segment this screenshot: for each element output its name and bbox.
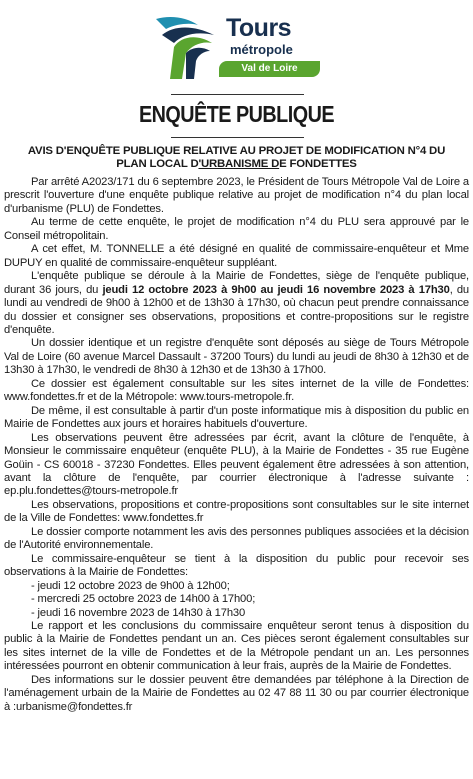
- permanence-item: - jeudi 12 octobre 2023 de 9h00 à 12h00;: [31, 579, 230, 592]
- paragraph-commissioner: A cet effet, M. TONNELLE a été désigné en qualité de commissaire-enquêteur et Mme DUPUY en qualité de commissaire-enquêteur suppléant.: [4, 243, 469, 269]
- notice-subtitle: [4, 145, 469, 171]
- subtitle-line-1: AVIS D'ENQUÊTE PUBLIQUE RELATIVE AU PROJET DE MODIFICATION N°4 DU: [27, 145, 446, 157]
- title-top-rule: [171, 94, 304, 95]
- duration-dates: jeudi 12 octobre 2023 à 9h00 au jeudi 16 novembre 2023 à 17h30: [102, 283, 450, 296]
- notice-body: [4, 176, 469, 714]
- paragraph-report: Le rapport et les conclusions du commissaire enquêteur seront tenus à disposition du public à la Mairie de Fondettes pendant un an. Ces pièces seront également consultables sur les sites internet de la ville de Fondettes et de la Métropole pendant un an. Les personnes intéressées pourront en obtenir communication à leur frais, auprès de la Mairie de Fondettes.: [4, 619, 469, 673]
- subtitle-line-2: [4, 158, 469, 171]
- duration-text-end: , du lundi au vendredi de 9h00 à 12h00 et de 13h30 à 17h30, où chacun peut prendre connaissance du dossier et consigner ses observations, propositions et contre-propositions sur le registre d'enquête.: [4, 283, 470, 336]
- paragraph-permanences: Le commissaire-enquêteur se tient à la disposition du public pour recevoir ses observations à la Mairie de Fondettes:: [4, 552, 469, 579]
- title-bottom-rule: [171, 137, 304, 138]
- paragraph-duration: [4, 270, 469, 337]
- logo-tours-text: Tours: [226, 14, 292, 42]
- paragraph-metropole-dossier: Un dossier identique et un registre d'enquête sont déposés au siège de Tours Métropole Val de Loire (60 avenue Marcel Dassault - 37200 Tours) du lundi au jeudi de 8h30 à 12h30 et de 13h30 à 17h30, le vendredi de 8h30 à 12h30 et de 13h30 à 17h00.: [4, 337, 469, 377]
- paragraph-written-observations: Les observations peuvent être adressées par écrit, avant la clôture de l'enquête, à Monsieur le commissaire enquêteur (enquête PLU), à la Mairie de Fondettes - 35 rue Eugène Goüin - CS 60018 - 37230 Fondettes. Elles peuvent également être adressées à son attention, avant la clôture de l'enquête, par courrier électronique à l'adresse suivante : ep.plu.fondettes@tours-metropole.fr: [4, 431, 469, 498]
- paragraph-prescription: Par arrêté A2023/171 du 6 septembre 2023, le Président de Tours Métropole Val de Loire a prescrit l'ouverture d'une enquête publique relative au projet de modification n°4 du plan local d'urbanisme (PLU) de Fondettes.: [4, 176, 469, 215]
- paragraph-dossier-contents: Le dossier comporte notamment les avis des personnes publiques associées et la décision de l'Autorité environnementale.: [4, 525, 469, 552]
- paragraph-observations-online: Les observations, propositions et contre-propositions sont consultables sur le site internet de la Ville de Fondettes: www.fondettes.fr: [4, 498, 469, 525]
- paragraph-computer-access: De même, il est consultable à partir d'un poste informatique mis à disposition du public en Mairie de Fondettes aux jours et horaires habituels d'ouverture.: [4, 404, 469, 431]
- tours-metropole-logo: [152, 13, 327, 80]
- paragraph-contact: Des informations sur le dossier peuvent être demandées par téléphone à la Direction de l'aménagement urbain de la Mairie de Fondettes au 02 47 88 11 30 ou par courrier électronique à :urbanisme@fondettes.fr: [4, 673, 469, 713]
- logo-metropole-text: métropole: [230, 42, 293, 57]
- logo-val-de-loire-badge: Val de Loire: [219, 61, 320, 77]
- subtitle-line-2-end: E FONDETTES: [279, 158, 357, 170]
- paragraph-websites: Ce dossier est également consultable sur les sites internet de la ville de Fondettes: www.fondettes.fr et de la Métropole: www.tours-metropole.fr.: [4, 377, 469, 404]
- permanence-item: - jeudi 16 novembre 2023 de 14h30 à 17h30: [31, 606, 246, 619]
- permanence-item: - mercredi 25 octobre 2023 de 14h00 à 17h00;: [31, 593, 256, 606]
- duration-text-start: L'enquête publique se déroule à la Mairie de Fondettes, siège de l'enquête publique, durant 36 jours, du: [4, 270, 469, 296]
- page-title: ENQUÊTE PUBLIQUE: [138, 101, 335, 127]
- subtitle-line-2-start: PLAN LOCAL D: [116, 158, 199, 170]
- subtitle-line-2-underlined: 'URBANISME D: [198, 158, 280, 170]
- paragraph-approval: Au terme de cette enquête, le projet de modification n°4 du PLU sera approuvé par le Conseil métropolitain.: [4, 216, 469, 242]
- logo-mark-icon: [152, 13, 224, 80]
